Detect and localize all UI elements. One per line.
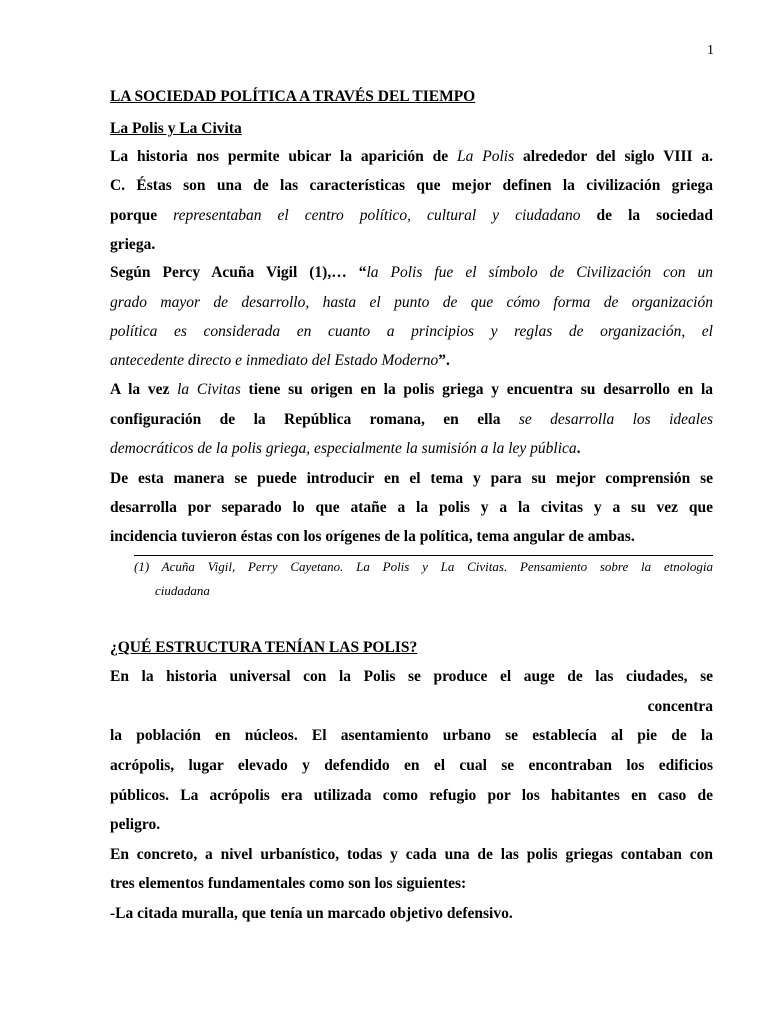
text-run: desarrolla por separado lo que atañe a la polis y a la civitas y a su vez que bbox=[110, 499, 713, 516]
footnote-continuation bbox=[155, 579, 210, 603]
paragraph-line bbox=[110, 346, 713, 375]
italic-text-run: la Civitas bbox=[177, 381, 241, 398]
paragraph-line bbox=[110, 142, 713, 171]
text-run: griega. bbox=[110, 236, 156, 253]
text-run: La historia nos permite ubicar la aparición de bbox=[110, 148, 458, 165]
text-run: alrededor del siglo VIII a. bbox=[514, 148, 713, 165]
section-heading bbox=[110, 82, 713, 111]
footnote-text: ciudadana bbox=[155, 583, 210, 598]
text-run: tres elementos fundamentales como son los siguientes: bbox=[110, 875, 467, 892]
italic-text-run: antecedente directo e inmediato del Estado Moderno bbox=[110, 352, 439, 369]
paragraph-line bbox=[110, 171, 713, 200]
paragraph-line bbox=[110, 692, 713, 721]
text-run: . bbox=[576, 440, 581, 457]
text-run: incidencia tuvieron éstas con los orígenes de la política, tema angular de ambas. bbox=[110, 528, 635, 545]
text-run: En concreto, a nivel urbanístico, todas y cada una de las polis griegas contaban con bbox=[110, 846, 713, 863]
paragraph-line bbox=[110, 721, 713, 750]
section-heading bbox=[110, 633, 713, 662]
italic-text-run: la Polis fue el símbolo de Civilización con un bbox=[366, 264, 713, 281]
footnote bbox=[134, 555, 713, 579]
text-run: acrópolis, lugar elevado y defendido en el cual se encontraban los edificios bbox=[110, 757, 713, 774]
text-run: -La citada muralla, que tenía un marcado objetivo defensivo. bbox=[110, 905, 513, 922]
paragraph-line bbox=[110, 781, 713, 810]
italic-text-run: La Polis bbox=[457, 148, 515, 165]
subheading bbox=[110, 114, 713, 143]
paragraph-line bbox=[110, 464, 713, 493]
text-run: Según Percy Acuña Vigil (1),… “ bbox=[110, 264, 367, 281]
paragraph-line bbox=[110, 899, 713, 928]
paragraph-line bbox=[110, 258, 713, 287]
text-run: concentra bbox=[647, 698, 713, 715]
paragraph-line bbox=[110, 840, 713, 869]
paragraph-line bbox=[110, 288, 713, 317]
paragraph-line bbox=[110, 493, 713, 522]
section-heading-text: ¿QUÉ ESTRUCTURA TENÍAN LAS POLIS? bbox=[110, 639, 418, 656]
paragraph-line bbox=[110, 662, 713, 691]
text-run: la población en núcleos. El asentamiento urbano se establecía al pie de la bbox=[110, 727, 713, 744]
paragraph-line bbox=[110, 375, 713, 404]
italic-text-run: democráticos de la polis griega, especialmente la sumisión a la ley pública bbox=[110, 440, 577, 457]
section-heading-text: LA SOCIEDAD POLÍTICA A TRAVÉS DEL TIEMPO bbox=[110, 88, 476, 105]
text-run: de la sociedad bbox=[580, 207, 713, 224]
text-run: En la historia universal con la Polis se produce el auge de las ciudades, se bbox=[110, 668, 713, 685]
paragraph-line bbox=[110, 405, 713, 434]
paragraph-line bbox=[110, 869, 713, 898]
text-run: públicos. La acrópolis era utilizada como refugio por los habitantes en caso de bbox=[110, 787, 713, 804]
text-run: configuración de la República romana, en ella bbox=[110, 411, 519, 428]
text-run: peligro. bbox=[110, 816, 161, 833]
text-run: tiene su origen en la polis griega y encuentra su desarrollo en la bbox=[240, 381, 713, 398]
paragraph-line bbox=[110, 434, 713, 463]
italic-text-run: representaban el centro político, cultural y ciudadano bbox=[173, 207, 581, 224]
page-number: 1 bbox=[707, 43, 714, 58]
text-run: A la vez bbox=[110, 381, 178, 398]
italic-text-run: se desarrolla los ideales bbox=[518, 411, 713, 428]
paragraph-line bbox=[110, 201, 713, 230]
text-run: De esta manera se puede introducir en el tema y para su mejor comprensión se bbox=[110, 470, 713, 487]
paragraph-line bbox=[110, 230, 713, 259]
text-run: C. Éstas son una de las características que mejor definen la civilización griega bbox=[110, 177, 713, 194]
paragraph-line bbox=[110, 751, 713, 780]
paragraph-line bbox=[110, 317, 713, 346]
italic-text-run: política es considerada en cuanto a principios y reglas de organización, el bbox=[110, 323, 713, 340]
italic-text-run: grado mayor de desarrollo, hasta el punto de que cómo forma de organización bbox=[110, 294, 713, 311]
paragraph-line bbox=[110, 522, 713, 551]
text-run: ”. bbox=[438, 352, 450, 369]
text-run: porque bbox=[110, 207, 174, 224]
footnote-text: (1) Acuña Vigil, Perry Cayetano. La Polis y La Civitas. Pensamiento sobre la etnologia bbox=[134, 559, 713, 574]
paragraph-line bbox=[110, 810, 713, 839]
subheading-text: La Polis y La Civita bbox=[110, 120, 242, 137]
